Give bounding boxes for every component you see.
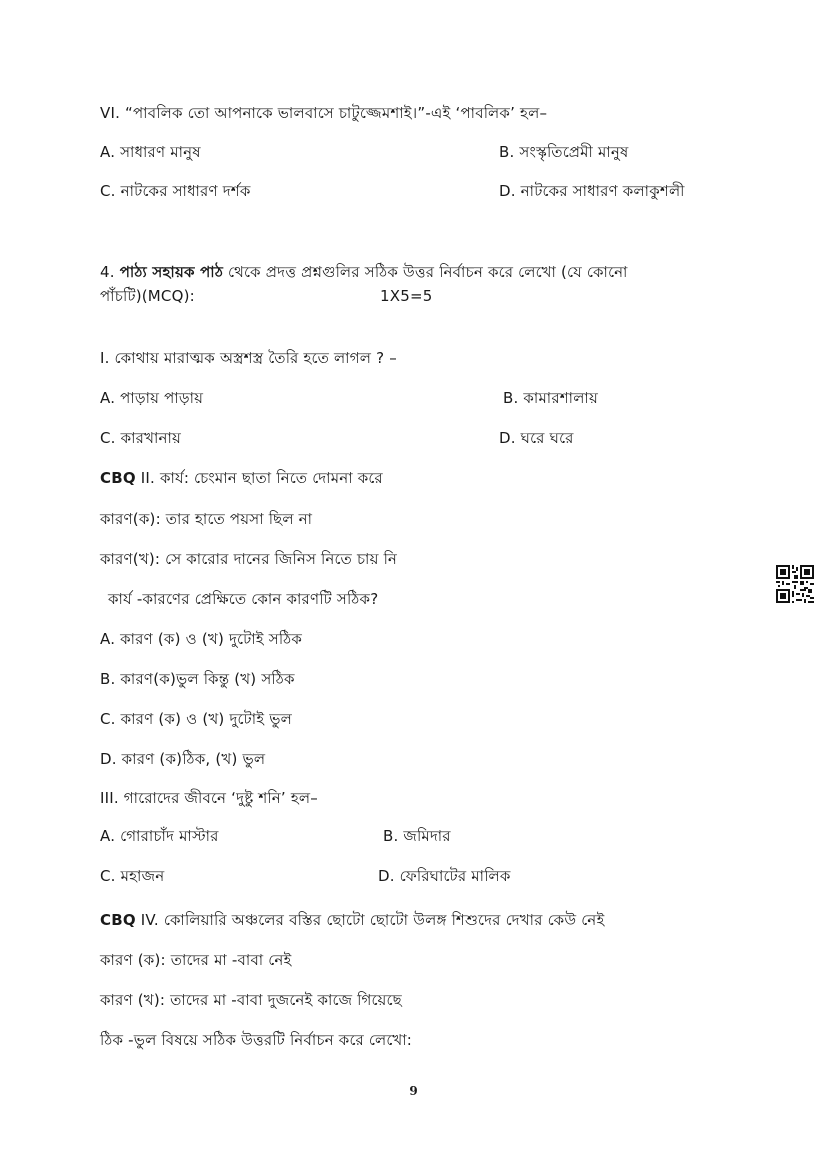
section-4-instruction: থেকে প্রদত্ত প্রশ্নগুলির সঠিক উত্তর নির্বাচন করে লেখো (যে কোনো xyxy=(228,263,628,281)
section-4-number: 4. xyxy=(100,263,115,281)
section-4-heading xyxy=(100,262,628,282)
q-iii-option-c: C. মহাজন xyxy=(100,867,165,885)
q-iii-option-d: D. ফেরিঘাটের মালিক xyxy=(378,867,511,885)
q-iv-stem-line xyxy=(100,910,604,930)
q-iv-cbq-label: CBQ xyxy=(100,911,136,929)
q-i-option-b: B. কামারশালায় xyxy=(503,389,598,407)
q-vi-option-c: C. নাটকের সাধারণ দর্শক xyxy=(100,182,251,200)
q-ii-stem-line xyxy=(100,468,383,488)
qr-code-icon xyxy=(776,565,814,603)
section-4-marks: 1X5=5 xyxy=(380,287,433,305)
q-ii-option-c: C. কারণ (ক) ও (খ) দুটোই ভুল xyxy=(100,710,292,728)
page-number: 9 xyxy=(409,1084,418,1098)
q-i-stem: I. কোথায় মারাত্মক অস্ত্রশস্ত্র তৈরি হতে লাগল ? – xyxy=(100,349,397,367)
q-vi-option-a: A. সাধারণ মানুষ xyxy=(100,143,201,161)
q-ii-stem: II. কার্য: চেংমান ছাতা নিতে দোমনা করে xyxy=(140,469,383,487)
q-iii-option-a: A. গোরাচাঁদ মাস্টার xyxy=(100,827,219,845)
q-ii-reason-kh: কারণ(খ): সে কারোর দানের জিনিস নিতে চায় নি xyxy=(100,550,398,568)
q-i-option-d: D. ঘরে ঘরে xyxy=(499,429,574,447)
q-i-option-c: C. কারখানায় xyxy=(100,429,182,447)
q-vi-stem: VI. “পাবলিক তো আপনাকে ভালবাসে চাটুজ্জেমশাই।”-এই ‘পাবলিক’ হল– xyxy=(100,104,548,122)
q-iv-stem: IV. কোলিয়ারি অঞ্চলের বস্তির ছোটো ছোটো উলঙ্গ শিশুদের দেখার কেউ নেই xyxy=(140,911,605,929)
q-ii-cbq-label: CBQ xyxy=(100,469,136,487)
section-4-title: পাঠ্য সহায়ক পাঠ xyxy=(119,263,224,281)
q-iv-question: ঠিক -ভুল বিষয়ে সঠিক উত্তরটি নির্বাচন করে লেখো: xyxy=(100,1031,413,1049)
q-iii-option-b: B. জমিদার xyxy=(383,827,451,845)
q-ii-reason-k: কারণ(ক): তার হাতে পয়সা ছিল না xyxy=(100,510,313,528)
q-ii-option-d: D. কারণ (ক)ঠিক, (খ) ভুল xyxy=(100,750,266,768)
q-iii-stem: III. গারোদের জীবনে ‘দুষ্টু শনি’ হল– xyxy=(100,789,318,807)
q-ii-option-a: A. কারণ (ক) ও (খ) দুটোই সঠিক xyxy=(100,630,303,648)
q-ii-option-b: B. কারণ(ক)ভুল কিন্তু (খ) সঠিক xyxy=(100,670,295,688)
q-vi-option-b: B. সংস্কৃতিপ্রেমী মানুষ xyxy=(499,143,629,161)
q-iv-reason-k: কারণ (ক): তাদের মা -বাবা নেই xyxy=(100,951,292,969)
q-ii-question: কার্য -কারণের প্রেক্ষিতে কোন কারণটি সঠিক? xyxy=(108,590,379,608)
q-iv-reason-kh: কারণ (খ): তাদের মা -বাবা দুজনেই কাজে গিয়েছে xyxy=(100,991,402,1009)
q-i-option-a: A. পাড়ায় পাড়ায় xyxy=(100,389,204,407)
q-vi-option-d: D. নাটকের সাধারণ কলাকুশলী xyxy=(499,182,685,200)
section-4-instruction-2: পাঁচটি)(MCQ): xyxy=(100,287,195,305)
